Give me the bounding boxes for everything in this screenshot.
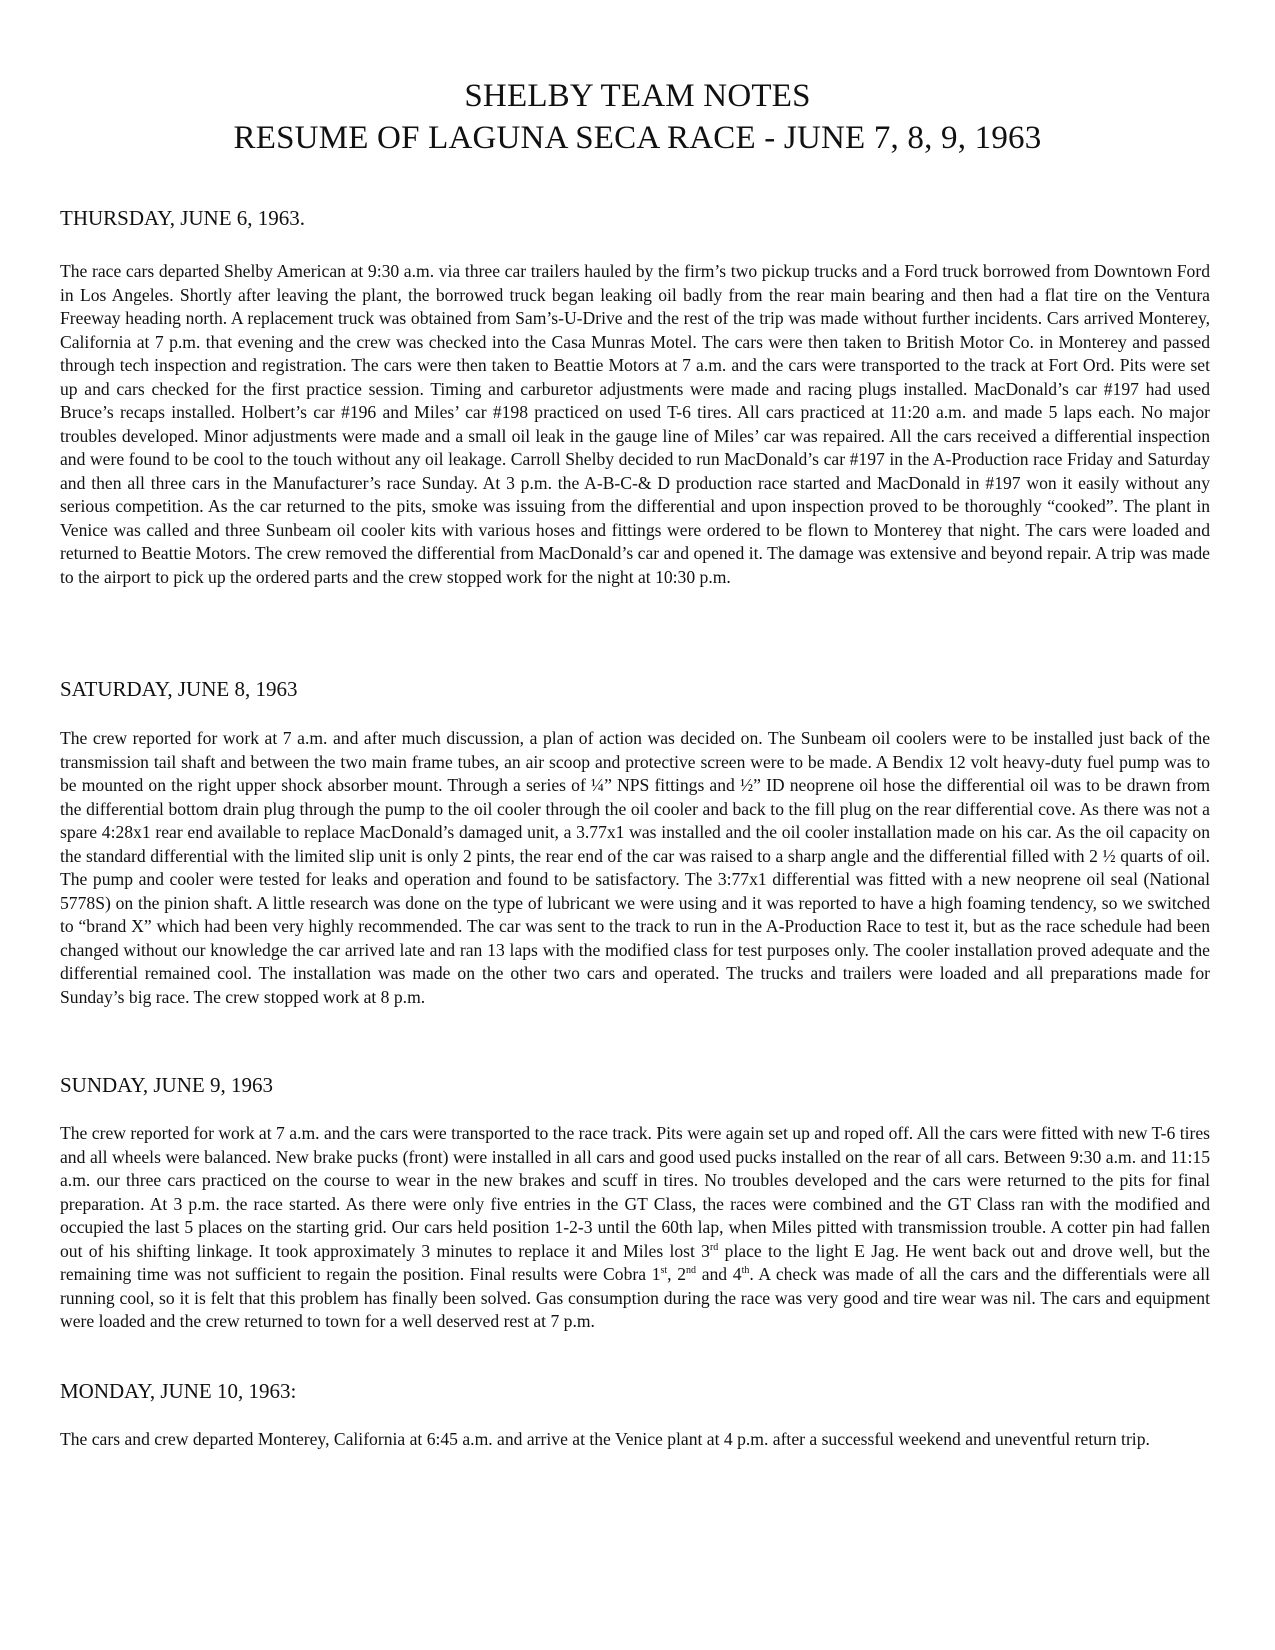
section-paragraph: The race cars departed Shelby American at 9:30 a.m. via three car trailers hauled by the firm’s two pickup trucks and a Ford truck borrowed from Downtown Ford in Los Angeles. Shortly after leaving the plant, the borrowed truck began leaking oil badly from the rear main bearing and then had a flat tire on the Ventura Freeway heading north. A replacement truck was obtained from Sam’s-U-Drive and the rest of the trip was made without further incidents. Cars arrived Monterey, California at 7 p.m. that evening and the crew was checked into the Casa Munras Motel. The cars were then taken to British Motor Co. in Monterey and passed through tech inspection and registration. The cars were then taken to Beattie Motors at 7 a.m. and the cars were transported to the track at Fort Ord. Pits were set up and cars checked for the first practice session. Timing and carburetor adjustments were made and racing plugs installed. MacDonald’s car #197 had used Bruce’s recaps installed. Holbert’s car #196 and Miles’ car #198 practiced on used T-6 tires. All cars practiced at 11:20 a.m. and made 5 laps each. No major troubles developed. Minor adjustments were made and a small oil leak in the gauge line of Miles’ car was repaired. All the cars received a differential inspection and were found to be cool to the touch without any oil leakage. Carroll Shelby decided to run MacDonald’s car #197 in the A-Production race Friday and Saturday and then all three cars in the Manufacturer’s race Sunday. At 3 p.m. the A-B-C-& D production race started and MacDonald in #197 won it easily without any serious competition. As the car returned to the pits, smoke was issuing from the differential and upon inspection proved to be thoroughly “cooked”. The plant in Venice was called and three Sunbeam oil cooler kits with various hoses and fittings were ordered to be flown to Monterey that night. The cars were loaded and returned to Beattie Motors. The crew removed the differential from MacDonald’s car and opened it. The damage was extensive and beyond repair. A trip was made to the airport to pick up the ordered parts and the crew stopped work for the night at 10:30 p.m. [60, 261, 1210, 587]
ordinal-suffix: nd [686, 1265, 697, 1277]
section-heading: MONDAY, JUNE 10, 1963: [60, 1379, 297, 1403]
paragraph-text: place to the light E Jag. He went back out and drove well, but the remaining time was not sufficient to regain the position. Final results were Cobra 1 [60, 1240, 1210, 1284]
paragraph-text: . A check was made of all the cars and the differentials were all running cool, so it is felt that this problem has finally been solved. Gas consumption during the race was very good and tire wear was nil. The cars and equipment were loaded and the crew returned to town for a well deserved rest at 7 p.m. [60, 1264, 1211, 1331]
section-heading: SATURDAY, JUNE 8, 1963 [60, 677, 298, 701]
document-subtitle: RESUME OF LAGUNA SECA RACE - JUNE 7, 8, 9, 1963 [233, 120, 1042, 156]
paragraph-text: and 4 [696, 1264, 742, 1284]
section-heading: THURSDAY, JUNE 6, 1963. [60, 206, 306, 230]
ordinal-suffix: rd [709, 1241, 719, 1253]
section-paragraph: The cars and crew departed Monterey, California at 6:45 a.m. and arrive at the Venice plant at 4 p.m. after a successful weekend and uneventful return trip. [60, 1429, 1150, 1449]
section-paragraph: The crew reported for work at 7 a.m. and after much discussion, a plan of action was decided on. The Sunbeam oil coolers were to be installed just back of the transmission tail shaft and between the two main frame tubes, an air scoop and protective screen were to be made. A Bendix 12 volt heavy-duty fuel pump was to be mounted on the right upper shock absorber mount. Through a series of ¼” NPS fittings and ½” ID neoprene oil hose the differential oil was to be drawn from the differential bottom drain plug through the pump to the oil cooler through the oil cooler and back to the fill plug on the rear differential cove. As there was not a spare 4:28x1 rear end available to replace MacDonald’s damaged unit, a 3.77x1 was installed and the oil cooler installation made on his car. As the oil capacity on the standard differential with the limited slip unit is only 2 pints, the rear end of the car was raised to a sharp angle and the differential filled with 2 ½ quarts of oil. The pump and cooler were tested for leaks and operation and found to be satisfactory. The 3:77x1 differential was fitted with a new neoprene oil seal (National 5778S) on the pinion shaft. A little research was done on the type of lubricant we were using and it was reported to have a high foaming tendency, so we switched to “brand X” which had been very highly recommended. The car was sent to the track to run in the A-Production Race to test it, but as the race schedule had been changed without our knowledge the car arrived late and ran 13 laps with the modified class for test purposes only. The cooler installation proved adequate and the differential remained cool. The installation was made on the other two cars and operated. The trucks and trailers were loaded and all preparations made for Sunday’s big race. The crew stopped work at 8 p.m. [60, 728, 1210, 1007]
ordinal-suffix: th [741, 1265, 750, 1277]
section-heading: SUNDAY, JUNE 9, 1963 [60, 1073, 273, 1097]
paragraph-text: The crew reported for work at 7 a.m. and the cars were transported to the race track. Pits were again set up and roped off. All the cars were fitted with new T-6 tires and all wheels were balanced. New brake pucks (front) were installed in all cars and good used pucks installed on the rear of all cars. Between 9:30 a.m. and 11:15 a.m. our three cars practiced on the course to wear in the new brakes and scuff in tires. No troubles developed and the cars were returned to the pits for final preparation. At 3 p.m. the race started. As there were only five entries in the GT Class, the races were combined and the GT Class ran with the modified and occupied the last 5 places on the starting grid. Our cars held position 1-2-3 until the 60th lap, when Miles pitted with transmission trouble. A cotter pin had fallen out of his shifting linkage. It took approximately 3 minutes to replace it and Miles lost 3 [60, 1123, 1210, 1261]
ordinal-suffix: st [660, 1265, 668, 1277]
paragraph-text: , 2 [667, 1264, 687, 1284]
section-paragraph [60, 1122, 1210, 1334]
section-sunday [60, 1072, 1210, 1334]
section-thursday [60, 205, 1210, 589]
document-title: SHELBY TEAM NOTES [464, 78, 811, 114]
section-saturday [60, 676, 1210, 1009]
section-monday [60, 1378, 1210, 1452]
